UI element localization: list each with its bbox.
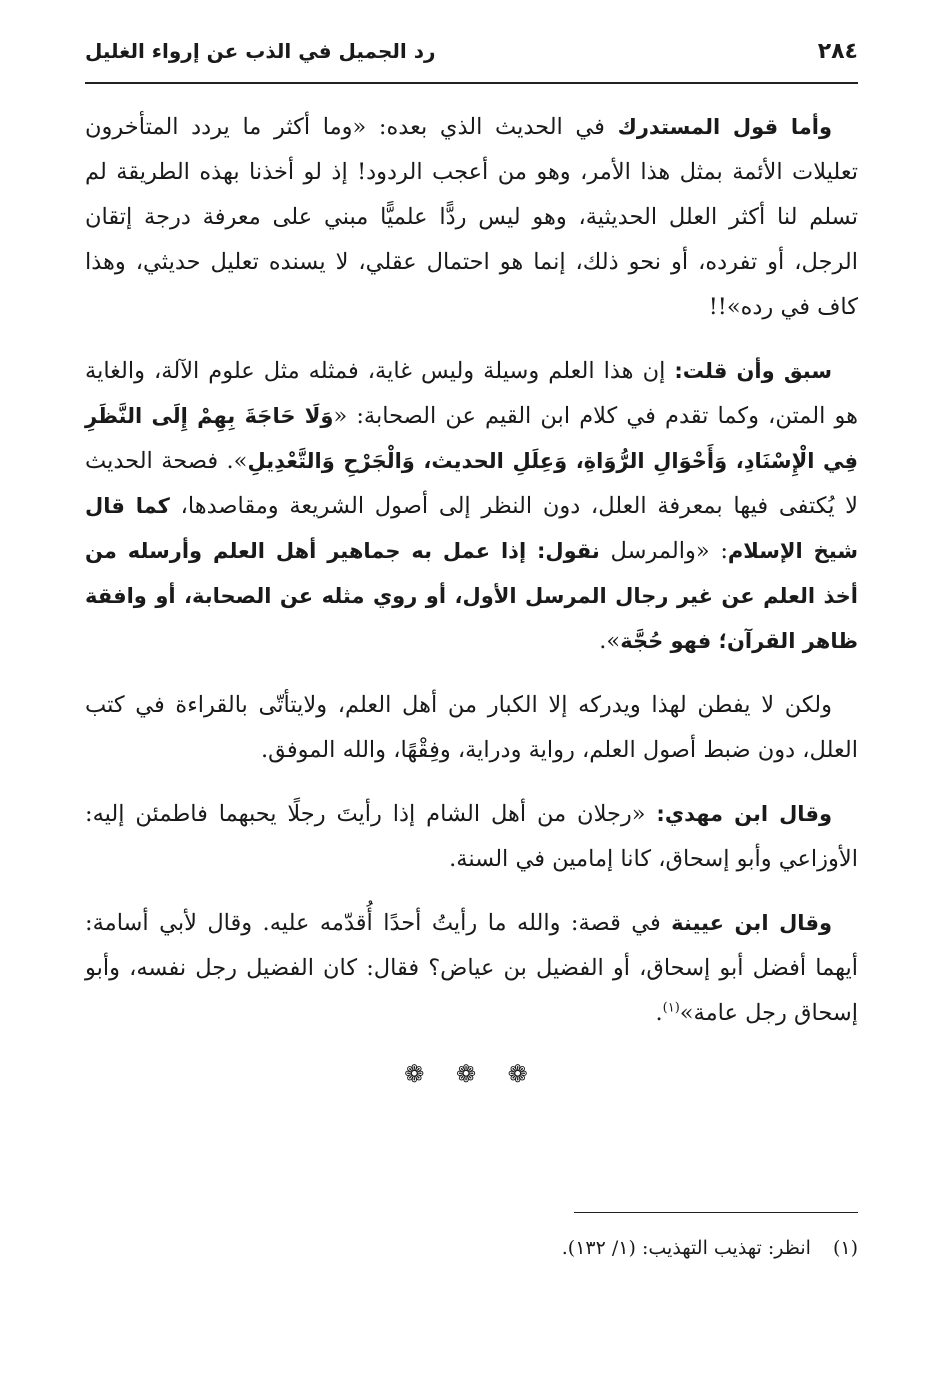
body-text — [85, 105, 858, 1055]
text-run: ». — [599, 628, 621, 654]
text-run: في الحديث الذي بعده: «وما أكثر ما يردد المتأخرون تعليلات الأئمة بمثل هذا الأمر، وهو من أعجب الردود! إذ لو أخذنا بهذه الطريقة لم تسلم لنا أكثر العلل الحديثية، وهو ليس ردًّا علميًّا مبني على معرفة درجة إتقان الرجل، أو تفرده، أو نحو ذلك، إنما هو احتمال عقلي، لا يسنده تعليل حديثي، وهذا كاف في رده»!! — [85, 114, 858, 320]
footnote-reference: (١) — [662, 1000, 680, 1016]
paragraph-ibn-uyaynah — [85, 901, 858, 1036]
paragraph-sabaqa — [85, 349, 858, 664]
text-run: «رجلان من أهل الشام إذا رأيتَ رجلًا يحبهما فاطمئن إليه: الأوزاعي وأبو إسحاق، كانا إمامين في السنة. — [85, 801, 858, 872]
bold-phrase: وقال ابن مهدي: — [656, 802, 832, 826]
bold-phrase: كما قال شيخ الإسلام — [85, 494, 858, 563]
footnote-divider — [574, 1212, 858, 1213]
bold-phrase: سبق وأن قلت: — [674, 359, 833, 383]
paragraph-ibn-mahdi — [85, 792, 858, 882]
text-run: : « — [695, 538, 728, 564]
book-title: رد الجميل في الذب عن إرواء الغليل — [85, 39, 436, 63]
text-run: ولكن لا يفطن لهذا ويدركه إلا الكبار من أهل العلم، ولايتأتّى بالقراءة في كتب العلل، دون ضبط أصول العلم، رواية ودراية، وفِقْهًا، والله الموفق. — [85, 692, 858, 763]
bold-phrase: وقال ابن عيينة — [671, 911, 832, 935]
quoted-text-bold: نقول: إذا عمل به جماهير أهل العلم وأرسله من أخذ العلم عن غير رجال المرسل الأول، أو روي مثله عن الصحابة، أو وافقة ظاهر القرآن؛ فهو حُجَّة — [85, 539, 858, 653]
text-run: والمرسل — [599, 538, 696, 564]
paragraph-mustadrak — [85, 105, 858, 330]
quoted-text-bold: وَلَا حَاجَةَ بِهِمْ إِلَى النَّظَرِ فِي الْإِسْنَادِ، وَأَحْوَالِ الرُّوَاةِ، وَعِلَلِ الحديث، وَالْجَرْحِ وَالتَّعْدِيلِ — [85, 404, 858, 473]
header-divider — [85, 82, 858, 84]
footnote-number: (١) — [832, 1237, 858, 1259]
section-ornament: ❁ ❁ ❁ — [404, 1060, 540, 1088]
footnote-text: انظر: تهذيب التهذيب: (١/ ١٣٢). — [561, 1237, 811, 1259]
text-run: في قصة: والله ما رأيتُ أحدًا أُقدّمه عليه. وقال لأبي أسامة: أيهما أفضل أبو إسحاق، أو الفضيل بن عياض؟ فقال: كان الفضيل رجل نفسه، وأبو إسحاق رجل عامة» — [85, 910, 858, 1026]
running-header — [85, 26, 858, 76]
bold-phrase: وأما قول المستدرك — [617, 115, 832, 139]
text-run: إن هذا العلم وسيلة وليس غاية، فمثله مثل علوم الآلة، والغاية هو المتن، وكما تقدم في كلام ابن القيم عن الصحابة: « — [85, 358, 859, 429]
page-number: ٢٨٤ — [817, 38, 858, 64]
paragraph-walakin — [85, 683, 858, 773]
text-run: . — [655, 1000, 663, 1026]
footnote — [85, 1232, 858, 1264]
text-run: ». فصحة الحديث لا يُكتفى فيها بمعرفة العلل، دون النظر إلى أصول الشريعة ومقاصدها، — [85, 448, 858, 519]
